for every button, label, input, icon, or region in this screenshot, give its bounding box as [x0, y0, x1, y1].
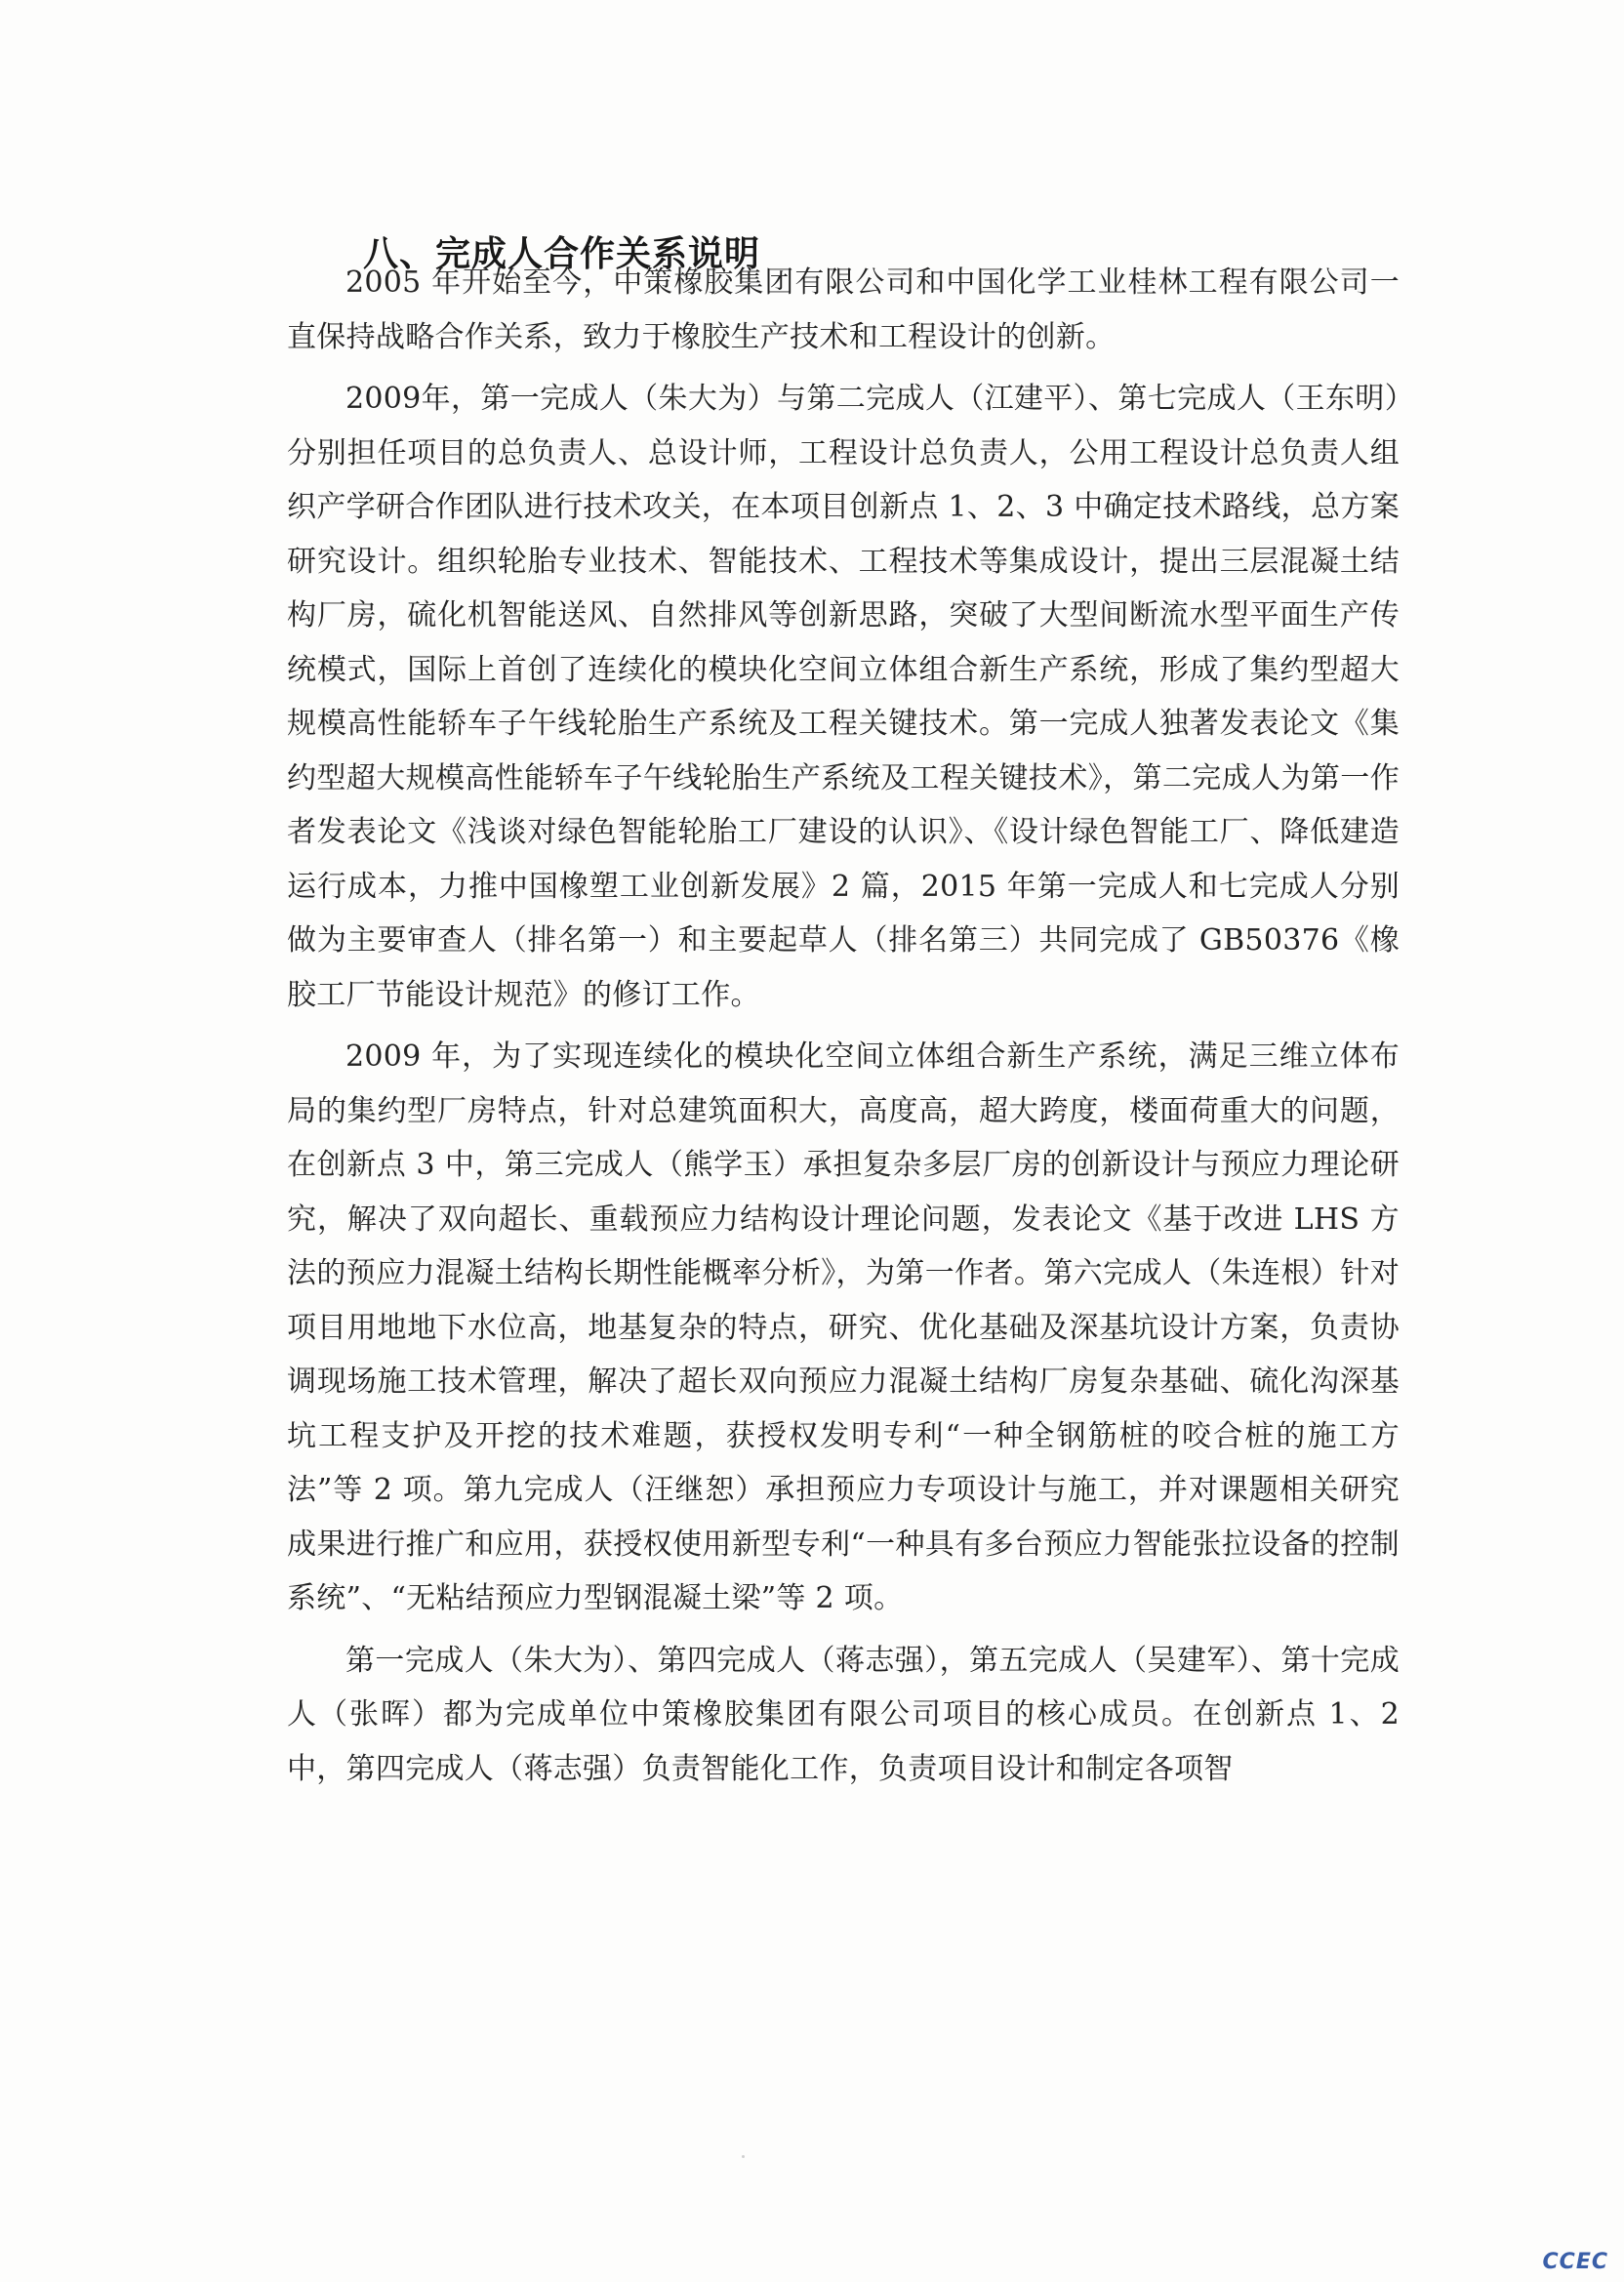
scan-speck [742, 2155, 745, 2158]
section-heading: 八、完成人合作关系说明 [363, 232, 761, 274]
paragraph-core-members: 第一完成人（朱大为）、第四完成人（蒋志强），第五完成人（吴建军）、第十完成人（张晖）都为完成单位中策橡胶集团有限公司项目的核心成员。在创新点 1、2 中，第四完成人（蒋志强）负责智能化工作，负责项目设计和制定各项智 [287, 1643, 1400, 1786]
paragraph-structural-design: 2009 年，为了实现连续化的模块化空间立体组合新生产系统，满足三维立体布局的集约型厂房特点，针对总建筑面积大，高度高，超大跨度，楼面荷重大的问题，在创新点 3 中，第三完成人（熊学玉）承担复杂多层厂房的创新设计与预应力理论研究，解决了双向超长、重载预应力结构设计理论问题，发表论文《基于改进 LHS 方法的预应力混凝土结构长期性能概率分析》，为第一作者。第六完成人（朱连根）针对项目用地地下水位高，地基复杂的特点，研究、优化基础及深基坑设计方案，负责协调现场施工技术管理，解决了超长双向预应力混凝土结构厂房复杂基础、硫化沟深基坑工程支护及开挖的技术难题，获授权发明专利“一种全钢筋桩的咬合桩的施工方法”等 2 项。第九完成人（汪继恕）承担预应力专项设计与施工，并对课题相关研究成果进行推广和应用，获授权使用新型专利“一种具有多台预应力智能张拉设备的控制系统”、“无粘结预应力型钢混凝土梁”等 2 项。 [287, 1039, 1400, 1615]
paragraph-lead-contributors: 2009年，第一完成人（朱大为）与第二完成人（江建平）、第七完成人（王东明）分别担任项目的总负责人、总设计师，工程设计总负责人，公用工程设计总负责人组织产学研合作团队进行技术攻关，在本项目创新点 1、2、3 中确定技术路线，总方案研究设计。组织轮胎专业技术、智能技术、工程技术等集成设计，提出三层混凝土结构厂房，硫化机智能送风、自然排风等创新思路，突破了大型间断流水型平面生产传统模式，国际上首创了连续化的模块化空间立体组合新生产系统，形成了集约型超大规模高性能轿车子午线轮胎生产系统及工程关键技术。第一完成人独著发表论文《集约型超大规模高性能轿车子午线轮胎生产系统及工程关键技术》，第二完成人为第一作者发表论文《浅谈对绿色智能轮胎工厂建设的认识》、《设计绿色智能工厂、降低建造运行成本，力推中国橡塑工业创新发展》2 篇，2015 年第一完成人和七完成人分别做为主要审查人（排名第一）和主要起草人（排名第三）共同完成了 GB50376《橡胶工厂节能设计规范》的修订工作。 [287, 382, 1400, 1012]
body-text [287, 256, 1400, 1796]
paragraph-partnership: 2005 年开始至今，中策橡胶集团有限公司和中国化学工业桂林工程有限公司一直保持战略合作关系，致力于橡胶生产技术和工程设计的创新。 [287, 265, 1400, 354]
ccec-watermark: CCEC [1542, 2250, 1608, 2274]
